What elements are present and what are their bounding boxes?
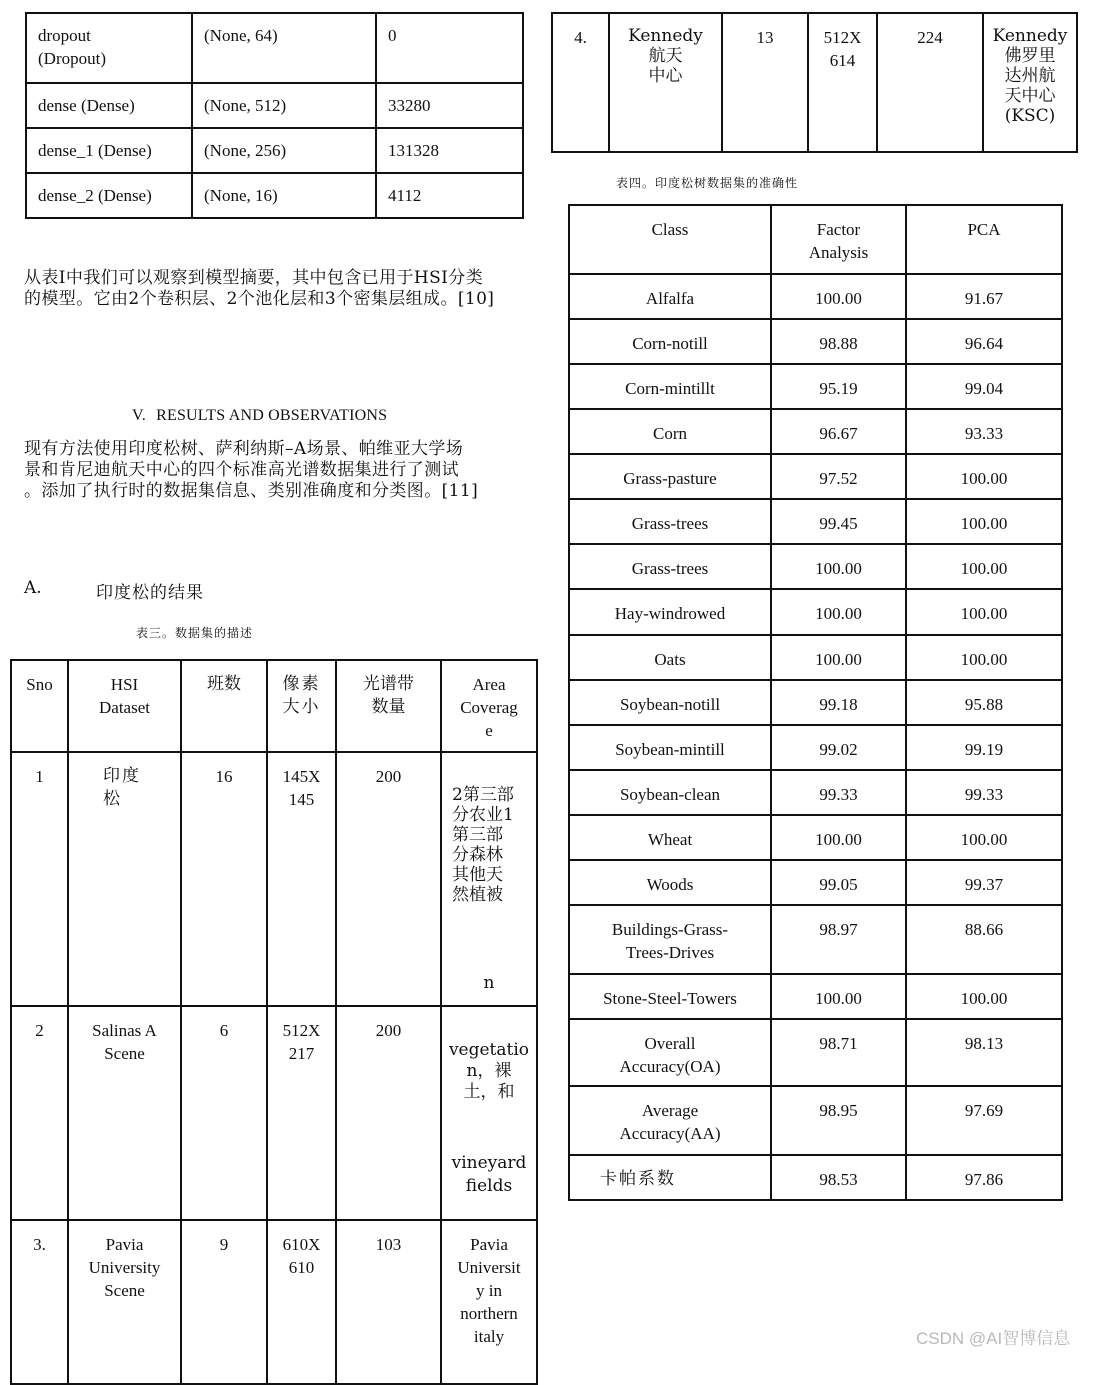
header-sno: Sno: [11, 660, 68, 752]
cell-layer: dense (Dense): [26, 83, 192, 128]
table-row: [569, 1155, 1062, 1200]
table-row: [569, 364, 1062, 409]
cell-class: Corn-mintillt: [569, 364, 771, 409]
table4-header-row: [569, 205, 1062, 274]
cell-class: Overall Accuracy(OA): [569, 1019, 771, 1086]
subsection-heading: [24, 578, 204, 603]
section-heading: [132, 407, 387, 425]
cell-pca: 98.13: [906, 1019, 1062, 1086]
coverage-tail: n: [483, 973, 495, 993]
cell-factor-analysis: 100.00: [771, 974, 906, 1019]
cell-pca: 93.33: [906, 409, 1062, 454]
header-classes: 班数: [181, 660, 267, 752]
cell-factor-analysis: 100.00: [771, 815, 906, 860]
cell-dataset: 印度 松: [68, 752, 181, 1006]
cell-pixels: 512X 614: [808, 13, 877, 152]
cell-factor-analysis: 99.18: [771, 680, 906, 725]
table-row: [569, 1086, 1062, 1155]
table-row: [569, 499, 1062, 544]
cell-factor-analysis: 98.53: [771, 1155, 906, 1200]
cell-bands: 103: [336, 1220, 441, 1384]
table-row: [11, 1006, 537, 1220]
table-row: [569, 1019, 1062, 1086]
cell-class: Alfalfa: [569, 274, 771, 319]
cell-output-shape: (None, 512): [192, 83, 376, 128]
cell-dataset: Salinas A Scene: [68, 1006, 181, 1220]
cell-class: Hay-windrowed: [569, 589, 771, 635]
table-row: [569, 815, 1062, 860]
table-row: [569, 770, 1062, 815]
paragraph-line: 现有方法使用印度松树、萨利纳斯–A场景、帕维亚大学场: [24, 439, 464, 459]
cell-sno: 3.: [11, 1220, 68, 1384]
cell-pca: 99.33: [906, 770, 1062, 815]
header-class: Class: [569, 205, 771, 274]
table-row: [569, 589, 1062, 635]
paragraph-line: 。添加了执行时的数据集信息、类别准确度和分类图。[11]: [24, 481, 479, 501]
cell-pca: 97.69: [906, 1086, 1062, 1155]
table-row: [569, 544, 1062, 589]
cell-sno: 1: [11, 752, 68, 1006]
table-row: [26, 173, 523, 218]
subsection-title: 印度松的结果: [96, 583, 204, 603]
cell-class: Grass-trees: [569, 544, 771, 589]
cell-param-count: 131328: [376, 128, 523, 173]
cell-coverage: [441, 1006, 537, 1220]
paragraph-results: [24, 439, 478, 502]
cell-classes: 13: [722, 13, 808, 152]
subsection-letter: A.: [24, 578, 42, 598]
cell-factor-analysis: 96.67: [771, 409, 906, 454]
table-row: [569, 274, 1062, 319]
header-bands: 光谱带 数量: [336, 660, 441, 752]
cell-factor-analysis: 95.19: [771, 364, 906, 409]
cell-class: Soybean-mintill: [569, 725, 771, 770]
cell-bands: 224: [877, 13, 983, 152]
paragraph-model-summary: [24, 268, 494, 310]
cell-pca: 96.64: [906, 319, 1062, 364]
section-title: RESULTS AND OBSERVATIONS: [156, 407, 388, 424]
cell-pca: 99.19: [906, 725, 1062, 770]
table-row: [569, 409, 1062, 454]
table3-header-row: [11, 660, 537, 752]
cell-coverage: Pavia Universit y in northern italy: [441, 1220, 537, 1384]
cell-class: Buildings-Grass- Trees-Drives: [569, 905, 771, 974]
cell-pixels: 512X 217: [267, 1006, 336, 1220]
cell-layer: dropout (Dropout): [26, 13, 192, 83]
cell-pca: 91.67: [906, 274, 1062, 319]
cell-pca: 88.66: [906, 905, 1062, 974]
cell-pca: 100.00: [906, 454, 1062, 499]
cell-factor-analysis: 100.00: [771, 274, 906, 319]
cell-pca: 100.00: [906, 544, 1062, 589]
cell-class: Grass-trees: [569, 499, 771, 544]
cell-layer: dense_2 (Dense): [26, 173, 192, 218]
paragraph-line: 景和肯尼迪航天中心的四个标准高光谱数据集进行了测试: [24, 460, 459, 480]
cell-factor-analysis: 98.97: [771, 905, 906, 974]
header-coverage: Area Coverag e: [441, 660, 537, 752]
cell-pca: 100.00: [906, 974, 1062, 1019]
cell-pixels: 145X 145: [267, 752, 336, 1006]
cell-factor-analysis: 98.71: [771, 1019, 906, 1086]
coverage-text: vegetatio n，裸 土，和: [448, 1040, 530, 1102]
cell-pca: 100.00: [906, 815, 1062, 860]
cell-pca: 100.00: [906, 635, 1062, 680]
cell-factor-analysis: 100.00: [771, 589, 906, 635]
cell-class: Corn: [569, 409, 771, 454]
section-number: V.: [132, 407, 146, 424]
cell-factor-analysis: 99.45: [771, 499, 906, 544]
table3-caption: 表三。数据集的描述: [136, 626, 254, 640]
accuracy-table: [568, 204, 1063, 1201]
table-row: [569, 905, 1062, 974]
cell-class: Woods: [569, 860, 771, 905]
cell-factor-analysis: 100.00: [771, 544, 906, 589]
cell-factor-analysis: 99.05: [771, 860, 906, 905]
dataset-continuation-table: [551, 12, 1078, 153]
coverage-text: 2第三部 分农业1 第三部 分森林 其他天 然植被: [452, 785, 514, 905]
cell-sno: 2: [11, 1006, 68, 1220]
cell-output-shape: (None, 16): [192, 173, 376, 218]
cell-factor-analysis: 99.33: [771, 770, 906, 815]
cell-sno: 4.: [552, 13, 609, 152]
table-row: [569, 680, 1062, 725]
cell-pca: 99.04: [906, 364, 1062, 409]
cell-class: Stone-Steel-Towers: [569, 974, 771, 1019]
cell-factor-analysis: 97.52: [771, 454, 906, 499]
paragraph-line: 从表I中我们可以观察到模型摘要，其中包含已用于HSI分类: [24, 268, 484, 288]
table-row: [552, 13, 1077, 152]
watermark: CSDN @AI智博信息: [916, 1329, 1071, 1348]
model-summary-table: [25, 12, 524, 219]
table-row: [569, 635, 1062, 680]
cell-class: Average Accuracy(AA): [569, 1086, 771, 1155]
cell-class: Corn-notill: [569, 319, 771, 364]
cell-pca: 97.86: [906, 1155, 1062, 1200]
header-dataset: HSI Dataset: [68, 660, 181, 752]
cell-coverage: [441, 752, 537, 1006]
table-row: [26, 128, 523, 173]
cell-pca: 100.00: [906, 589, 1062, 635]
table-row: [569, 860, 1062, 905]
cell-layer: dense_1 (Dense): [26, 128, 192, 173]
cell-param-count: 4112: [376, 173, 523, 218]
cell-bands: 200: [336, 752, 441, 1006]
coverage-tail: vineyard fields: [451, 1153, 527, 1196]
cell-param-count: 0: [376, 13, 523, 83]
cell-class: Soybean-notill: [569, 680, 771, 725]
cell-classes: 9: [181, 1220, 267, 1384]
cell-factor-analysis: 98.95: [771, 1086, 906, 1155]
header-pca: PCA: [906, 205, 1062, 274]
table-row: [26, 13, 523, 83]
cell-pca: 99.37: [906, 860, 1062, 905]
cell-dataset: Pavia University Scene: [68, 1220, 181, 1384]
cell-factor-analysis: 98.88: [771, 319, 906, 364]
cell-output-shape: (None, 256): [192, 128, 376, 173]
table-row: [11, 752, 537, 1006]
header-factor-analysis: Factor Analysis: [771, 205, 906, 274]
cell-class: Soybean-clean: [569, 770, 771, 815]
table-row: [26, 83, 523, 128]
cell-factor-analysis: 99.02: [771, 725, 906, 770]
cell-pca: 95.88: [906, 680, 1062, 725]
cell-coverage: Kennedy 佛罗里 达州航 天中心 (KSC): [983, 13, 1077, 152]
cell-pca: 100.00: [906, 499, 1062, 544]
table-row: [11, 1220, 537, 1384]
dataset-description-table: [10, 659, 538, 1385]
cell-class: Oats: [569, 635, 771, 680]
cell-factor-analysis: 100.00: [771, 635, 906, 680]
cell-dataset: Kennedy 航天 中心: [609, 13, 722, 152]
cell-class: Wheat: [569, 815, 771, 860]
cell-output-shape: (None, 64): [192, 13, 376, 83]
cell-bands: 200: [336, 1006, 441, 1220]
cell-classes: 16: [181, 752, 267, 1006]
header-pixels: 像素 大小: [267, 660, 336, 752]
cell-class: 卡帕系数: [569, 1155, 771, 1200]
paragraph-line: 的模型。它由2个卷积层、2个池化层和3个密集层组成。[10]: [24, 289, 495, 309]
cell-classes: 6: [181, 1006, 267, 1220]
cell-param-count: 33280: [376, 83, 523, 128]
table-row: [569, 725, 1062, 770]
table-row: [569, 974, 1062, 1019]
table-row: [569, 319, 1062, 364]
cell-pixels: 610X 610: [267, 1220, 336, 1384]
table-row: [569, 454, 1062, 499]
cell-class: Grass-pasture: [569, 454, 771, 499]
table4-caption: 表四。印度松树数据集的准确性: [616, 176, 799, 190]
